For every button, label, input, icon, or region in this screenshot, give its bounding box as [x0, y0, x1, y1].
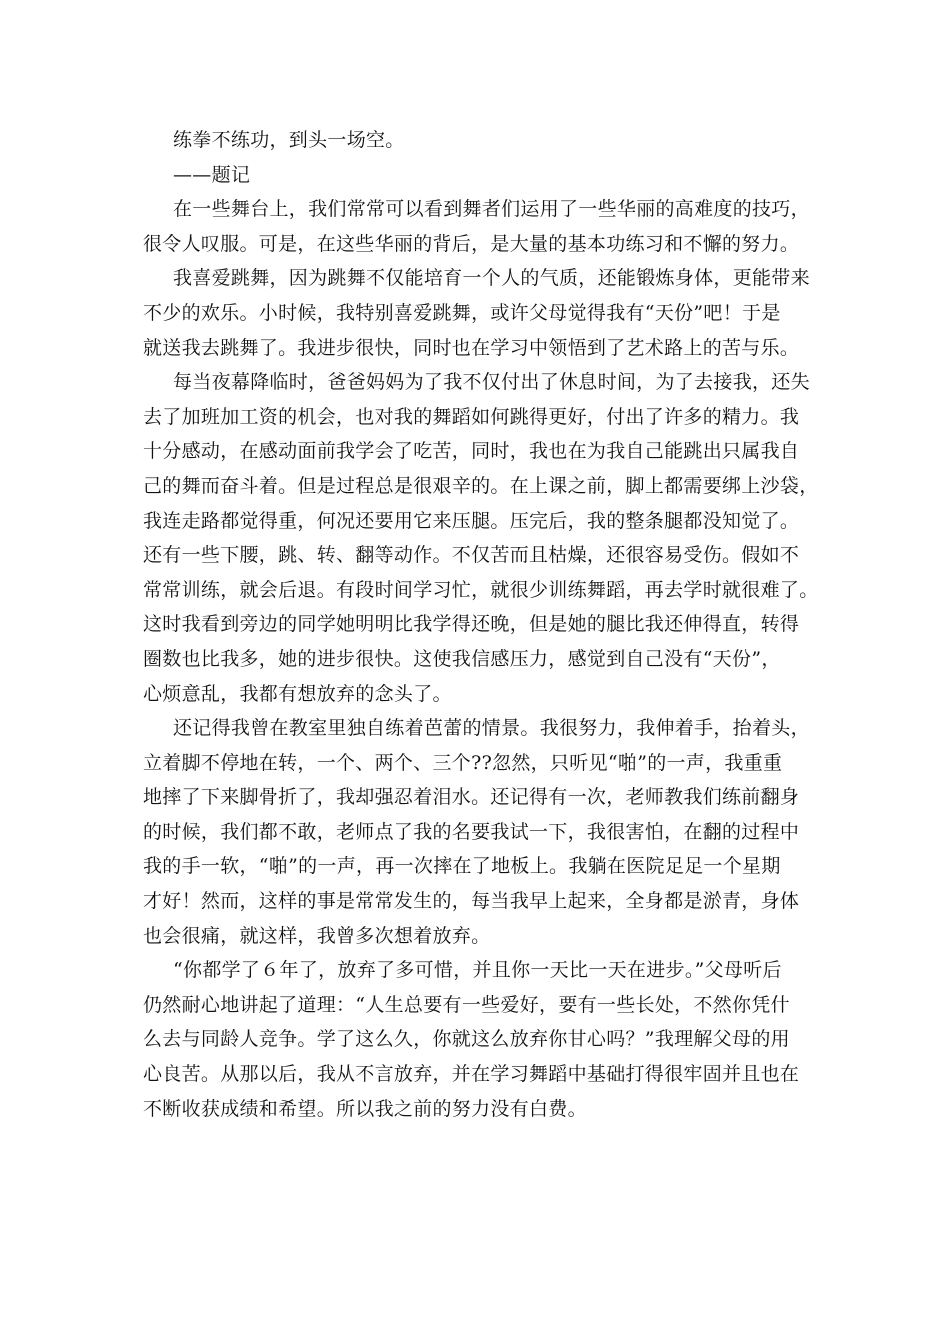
text-line: 不断收获成绩和希望。所以我之前的努力没有白费。 [143, 1097, 587, 1120]
text-line: 立着脚不停地在转，一个、两个、三个??忽然，只听见“啪”的一声，我重重 [143, 751, 783, 774]
epigraph-attribution: ——题记 [173, 163, 251, 186]
epigraph-line: 练拳不练功，到头一场空。 [173, 129, 405, 151]
text-line: 就送我去跳舞了。我进步很快，同时也在学习中领悟到了艺术路上的苦与乐。 [143, 336, 800, 359]
text-line: 仍然耐心地讲起了道理：“人生总要有一些爱好，要有一些长处，不然你凭什 [143, 993, 790, 1016]
text-line: 我的手一软，“啪”的一声，再一次摔在了地板上。我躺在医院足足一个星期 [143, 855, 781, 878]
text-line: 己的舞而奋斗着。但是过程总是很艰辛的。在上课之前，脚上都需要绑上沙袋， [143, 474, 819, 497]
text-line: 才好！然而，这样的事是常常发生的，每当我早上起来，全身都是淤青，身体 [143, 890, 800, 913]
text-line: 心良苦。从那以后，我从不言放弃，并在学习舞蹈中基础打得很牢固并且也在 [143, 1063, 800, 1086]
text-line: 地摔了下来脚骨折了，我却强忍着泪水。还记得有一次，老师教我们练前翻身 [143, 786, 800, 809]
text-line: 十分感动，在感动面前我学会了吃苦，同时，我也在为我自己能跳出只属我自 [143, 440, 800, 463]
text-line: 也会很痛，就这样，我曾多次想着放弃。 [143, 924, 491, 947]
text-line: 我喜爱跳舞，因为跳舞不仅能培育一个人的气质，还能锻炼身体，更能带来 [173, 267, 810, 290]
text-line: 的时候，我们都不敢，老师点了我的名要我试一下，我很害怕，在翻的过程中 [143, 820, 800, 843]
text-line: “你都学了６年了，放弃了多可惜，并且你一天比一天在进步。”父母听后 [173, 959, 782, 982]
text-line: 常常训练，就会后退。有段时间学习忙，就很少训练舞蹈，再去学时就很难了。 [143, 578, 819, 601]
text-line: 在一些舞台上，我们常常可以看到舞者们运用了一些华丽的高难度的技巧， [173, 198, 810, 221]
text-line: 不少的欢乐。小时候，我特别喜爱跳舞，或许父母觉得我有“天份”吧！于是 [143, 301, 781, 324]
text-line: 还有一些下腰，跳、转、翻等动作。不仅苦而且枯燥，还很容易受伤。假如不 [143, 544, 800, 567]
text-line: 么去与同龄人竞争。学了这么久，你就这么放弃你甘心吗？”我理解父母的用 [143, 1028, 790, 1051]
text-line: 很令人叹服。可是，在这些华丽的背后，是大量的基本功练习和不懈的努力。 [143, 232, 800, 255]
text-line: 圈数也比我多，她的进步很快。这使我信感压力，感觉到自己没有“天份”， [143, 647, 781, 670]
text-line: 去了加班加工资的机会，也对我的舞蹈如何跳得更好，付出了许多的精力。我 [143, 405, 800, 428]
text-line: 还记得我曾在教室里独自练着芭蕾的情景。我很努力，我伸着手，抬着头， [173, 717, 810, 740]
text-line: 每当夜幕降临时，爸爸妈妈为了我不仅付出了休息时间，为了去接我，还失 [173, 371, 810, 394]
text-line: 心烦意乱，我都有想放弃的念头了。 [143, 682, 452, 705]
text-line: 这时我看到旁边的同学她明明比我学得还晚，但是她的腿比我还伸得直，转得 [143, 613, 800, 636]
text-line: 我连走路都觉得重，何况还要用它来压腿。压完后，我的整条腿都没知觉了。 [143, 509, 800, 532]
essay-body [143, 123, 819, 1126]
